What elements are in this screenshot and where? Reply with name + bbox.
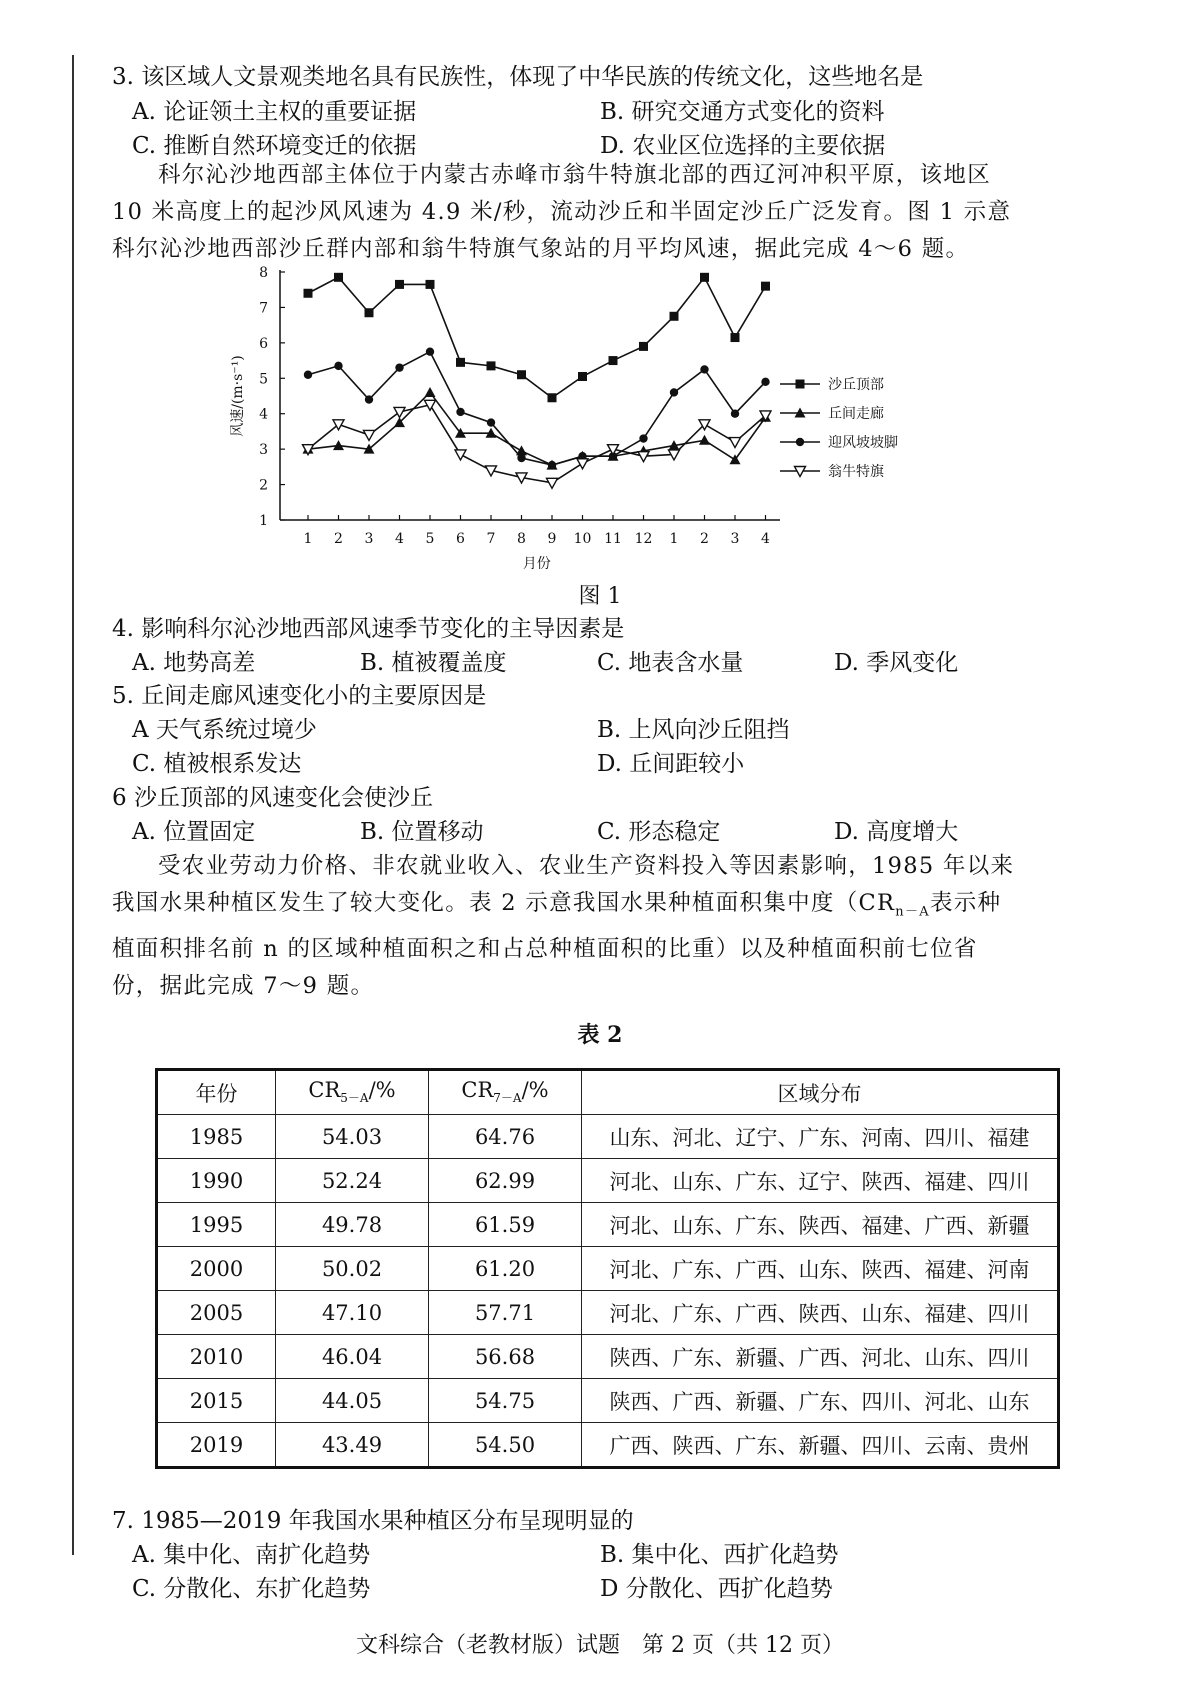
data-point — [456, 408, 464, 416]
series-line-2 — [308, 352, 766, 465]
cell-year: 1990 — [157, 1159, 276, 1203]
figure-caption: 图 1 — [578, 584, 622, 609]
q3-option-c: C. 推断自然环境变迁的依据 — [132, 133, 417, 159]
x-tick-label: 9 — [547, 531, 557, 547]
y-tick-label: 8 — [259, 265, 268, 281]
cell-cr7: 62.99 — [429, 1159, 582, 1203]
intro-paragraph-2-sub: n－A — [895, 904, 930, 920]
legend-marker — [796, 438, 804, 446]
q5-option-a: A 天气系统过境少 — [132, 717, 317, 743]
header-cr5 — [276, 1070, 429, 1115]
y-axis-label: 风速/(m·s⁻¹) — [230, 355, 246, 437]
q7-stem: 7. 1985—2019 年我国水果种植区分布呈现明显的 — [112, 1508, 634, 1534]
y-tick-label: 1 — [259, 513, 268, 529]
data-point — [456, 358, 465, 367]
data-point — [730, 438, 741, 448]
x-tick-label: 5 — [425, 531, 435, 547]
header-year: 年份 — [157, 1070, 276, 1115]
series-line-0 — [308, 277, 766, 397]
data-point — [670, 312, 679, 321]
q6-option-a: A. 位置固定 — [132, 819, 256, 845]
q4-option-c: C. 地表含水量 — [597, 650, 744, 676]
x-tick-label: 1 — [303, 531, 313, 547]
cell-cr7: 56.68 — [429, 1335, 582, 1379]
legend-marker — [796, 380, 805, 389]
x-tick-label: 3 — [364, 531, 374, 547]
q4-stem: 4. 影响科尔沁沙地西部风速季节变化的主导因素是 — [112, 616, 625, 642]
header-cr5-sub: 5－A — [340, 1091, 369, 1106]
legend-label: 沙丘顶部 — [828, 377, 884, 393]
q6-option-d: D. 高度增大 — [834, 819, 959, 845]
x-tick-label: 2 — [334, 531, 343, 547]
header-cr5-unit: /% — [368, 1078, 396, 1103]
data-point — [304, 289, 313, 298]
data-point — [365, 308, 374, 317]
cell-cr5: 44.05 — [276, 1379, 429, 1423]
data-point — [487, 361, 496, 370]
x-tick-label: 3 — [730, 531, 740, 547]
q7-option-d: D 分散化、西扩化趋势 — [600, 1576, 833, 1602]
legend-label: 迎风坡坡脚 — [828, 435, 898, 451]
data-point — [364, 430, 375, 440]
data-point — [517, 370, 526, 379]
data-point — [578, 372, 587, 381]
x-tick-label: 11 — [604, 531, 622, 547]
data-point — [670, 388, 678, 396]
cell-region: 河北、山东、广东、陕西、福建、广西、新疆 — [582, 1203, 1059, 1247]
table-row — [157, 1423, 1059, 1468]
q6-stem: 6 沙丘顶部的风速变化会使沙丘 — [112, 785, 433, 811]
header-cr7-sub: 7－A — [493, 1091, 522, 1106]
data-point — [731, 410, 739, 418]
cell-cr5: 52.24 — [276, 1159, 429, 1203]
q3-stem: 3. 该区域人文景观类地名具有民族性，体现了中华民族的传统文化，这些地名是 — [112, 64, 924, 90]
cell-cr7: 57.71 — [429, 1291, 582, 1335]
table-row — [157, 1247, 1059, 1291]
intro-paragraph-2-part-b: 表示种植面积排名前 n 的区域种植面积之和占总种植面积的比重）以及种植面积前七位省份，据此完成 7～9 题。 — [112, 890, 1002, 999]
table-row — [157, 1379, 1059, 1423]
table-row — [157, 1335, 1059, 1379]
data-point — [334, 362, 342, 370]
series-line-3 — [308, 405, 766, 483]
cell-cr5: 50.02 — [276, 1247, 429, 1291]
data-point — [304, 371, 312, 379]
data-point — [426, 280, 435, 289]
table-title: 表 2 — [577, 1022, 623, 1048]
q7-option-a: A. 集中化、南扩化趋势 — [132, 1542, 371, 1568]
data-point — [365, 395, 373, 403]
q5-option-d: D. 丘间距较小 — [597, 751, 745, 777]
data-point — [548, 393, 557, 402]
data-point — [548, 461, 556, 469]
q5-option-b: B. 上风向沙丘阻挡 — [597, 717, 790, 743]
q4-option-d: D. 季风变化 — [834, 650, 959, 676]
data-point — [700, 365, 708, 373]
data-point — [639, 342, 648, 351]
q6-option-c: C. 形态稳定 — [597, 819, 721, 845]
x-tick-label: 2 — [700, 531, 709, 547]
cell-region: 陕西、广西、新疆、广东、四川、河北、山东 — [582, 1379, 1059, 1423]
y-tick-label: 4 — [259, 406, 268, 423]
cell-region: 广西、陕西、广东、新疆、四川、云南、贵州 — [582, 1423, 1059, 1468]
wind-speed-chart — [225, 262, 925, 607]
table-row — [157, 1115, 1059, 1159]
data-point — [425, 387, 436, 397]
q7-option-c: C. 分散化、东扩化趋势 — [132, 1576, 371, 1602]
q3-option-b: B. 研究交通方式变化的资料 — [600, 99, 885, 125]
data-point — [517, 454, 525, 462]
data-point — [761, 378, 769, 386]
data-point — [487, 418, 495, 426]
fruit-area-table — [155, 1068, 1060, 1469]
y-tick-label: 2 — [259, 477, 268, 494]
x-tick-label: 7 — [486, 531, 496, 547]
cell-cr7: 54.75 — [429, 1379, 582, 1423]
cell-year: 2015 — [157, 1379, 276, 1423]
intro-paragraph-2 — [112, 848, 1017, 1005]
cell-region: 河北、广东、广西、陕西、山东、福建、四川 — [582, 1291, 1059, 1335]
cell-year: 2005 — [157, 1291, 276, 1335]
cell-cr7: 54.50 — [429, 1423, 582, 1468]
page-footer: 文科综合（老教材版）试题 第 2 页（共 12 页） — [356, 1633, 844, 1658]
x-tick-label: 4 — [395, 531, 404, 547]
cell-cr5: 47.10 — [276, 1291, 429, 1335]
cell-region: 山东、河北、辽宁、广东、河南、四川、福建 — [582, 1115, 1059, 1159]
y-tick-label: 3 — [259, 442, 268, 459]
q4-option-b: B. 植被覆盖度 — [360, 650, 507, 676]
q4-option-a: A. 地势高差 — [132, 650, 256, 676]
legend-label: 丘间走廊 — [828, 406, 884, 422]
x-tick-label: 10 — [573, 531, 592, 547]
cell-cr5: 43.49 — [276, 1423, 429, 1468]
x-tick-label: 12 — [634, 531, 653, 547]
y-tick-label: 7 — [259, 300, 268, 317]
data-point — [731, 333, 740, 342]
q7-option-b: B. 集中化、西扩化趋势 — [600, 1542, 839, 1568]
cell-region: 河北、广东、广西、山东、陕西、福建、河南 — [582, 1247, 1059, 1291]
intro-paragraph-1: 科尔沁沙地西部主体位于内蒙古赤峰市翁牛特旗北部的西辽河冲积平原，该地区 10 米高度上的起沙风风速为 4.9 米/秒，流动沙丘和半固定沙丘广泛发育。图 1 示意科尔沁沙地西部沙丘群内部和翁牛特旗气象站的月平均风速，据此完成 4～6 题。 — [112, 162, 1012, 262]
cell-year: 1995 — [157, 1203, 276, 1247]
data-point — [547, 478, 558, 488]
q3-option-d: D. 农业区位选择的主要依据 — [600, 133, 886, 159]
y-tick-label: 6 — [259, 335, 268, 352]
cell-year: 2000 — [157, 1247, 276, 1291]
header-region: 区域分布 — [582, 1070, 1059, 1115]
q5-option-c: C. 植被根系发达 — [132, 751, 302, 777]
cell-cr5: 49.78 — [276, 1203, 429, 1247]
header-cr7-label: CR — [461, 1078, 494, 1103]
data-point — [761, 282, 770, 291]
x-tick-label: 6 — [456, 531, 465, 547]
cell-year: 2010 — [157, 1335, 276, 1379]
table-row — [157, 1159, 1059, 1203]
cell-year: 2019 — [157, 1423, 276, 1468]
x-tick-label: 8 — [517, 531, 526, 547]
cell-cr7: 61.59 — [429, 1203, 582, 1247]
x-axis-label: 月份 — [522, 556, 551, 572]
cell-region: 陕西、广东、新疆、广西、河北、山东、四川 — [582, 1335, 1059, 1379]
table-row — [157, 1291, 1059, 1335]
cell-cr7: 64.76 — [429, 1115, 582, 1159]
table-row — [157, 1203, 1059, 1247]
data-point — [639, 434, 647, 442]
data-point — [395, 363, 403, 371]
data-point — [700, 273, 709, 282]
data-point — [395, 280, 404, 289]
data-point — [609, 356, 618, 365]
header-cr7 — [429, 1070, 582, 1115]
data-point — [699, 435, 710, 445]
q6-option-b: B. 位置移动 — [360, 819, 484, 845]
data-point — [394, 407, 405, 417]
header-cr5-label: CR — [308, 1078, 341, 1103]
x-tick-label: 1 — [669, 531, 679, 547]
data-point — [334, 273, 343, 282]
cell-cr5: 54.03 — [276, 1115, 429, 1159]
y-tick-label: 5 — [259, 371, 268, 388]
cell-year: 1985 — [157, 1115, 276, 1159]
margin-line — [72, 55, 74, 1555]
table-header-row — [157, 1070, 1059, 1115]
data-point — [426, 348, 434, 356]
data-point — [333, 440, 344, 450]
data-point — [577, 459, 588, 469]
legend-label: 翁牛特旗 — [828, 464, 884, 480]
cell-cr7: 61.20 — [429, 1247, 582, 1291]
data-point — [455, 450, 466, 460]
q5-stem: 5. 丘间走廊风速变化小的主要原因是 — [112, 683, 487, 709]
q3-option-a: A. 论证领土主权的重要证据 — [132, 99, 417, 125]
header-cr7-unit: /% — [521, 1078, 549, 1103]
cell-cr5: 46.04 — [276, 1335, 429, 1379]
cell-region: 河北、山东、广东、辽宁、陕西、福建、四川 — [582, 1159, 1059, 1203]
x-tick-label: 4 — [761, 531, 770, 547]
intro-paragraph-2-part-a: 受农业劳动力价格、非农就业收入、农业生产资料投入等因素影响，1985 年以来我国水果种植区发生了较大变化。表 2 示意我国水果种植面积集中度（CR — [112, 853, 1015, 916]
